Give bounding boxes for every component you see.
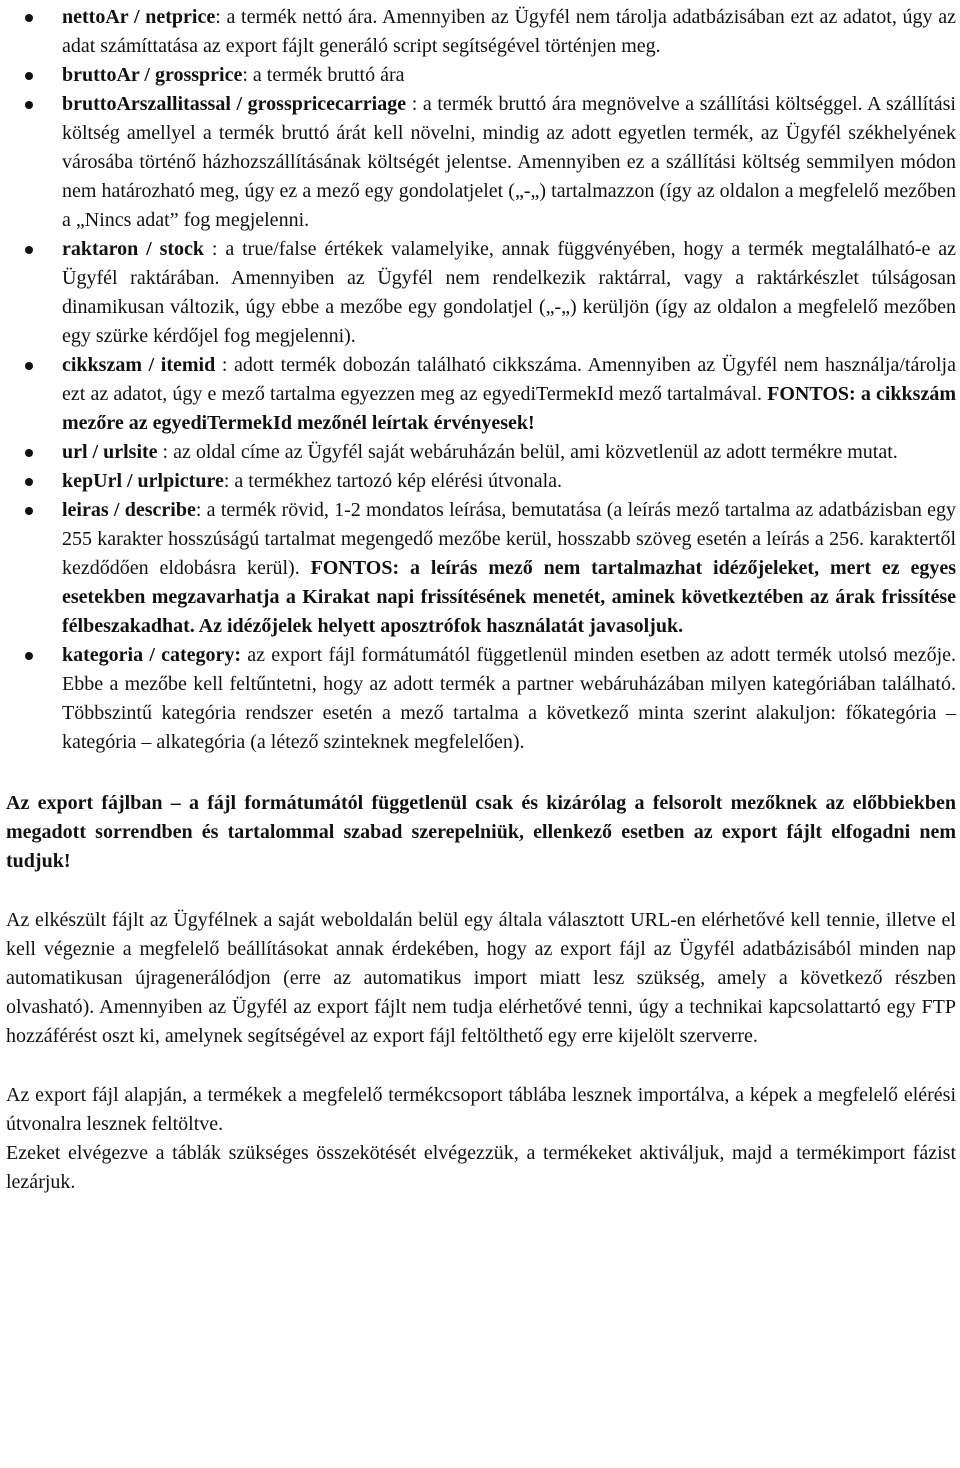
list-item (6, 641, 956, 757)
field-term: leiras / describe (62, 499, 196, 521)
list-item (6, 61, 956, 90)
field-description: : a termék rövid, 1-2 mondatos leírása, bemutatása (a leírás mező tartalma az adatbázisban egy 255 karakter hosszúságú tartalmat megengedő mezőbe kerül, hosszabb szöveg esetén a leírás a 256. karaktertől kezdődően eldobásra kerül). (62, 499, 956, 579)
field-description: : a termékhez tartozó kép elérési útvonala. (223, 470, 563, 492)
bullet-icon (25, 101, 33, 109)
field-description: : a termék bruttó ára megnövelve a szállítási költséggel. A szállítási költség amellyel a termék bruttó árát kell növelni, mindig az adott egyetlen termék, az Ügyfél székhelyének városába történő házhozszállításának költségét jelentse. Amennyiben ez a szállítási költség semmilyen módon nem határozható meg, úgy ez a mező egy gondolatjelet („-„) tartalmazzon (így az oldalon a megfelelő mezőben a „Nincs adat” fog megjelenni. (62, 93, 956, 231)
field-term: kepUrl / urlpicture (62, 470, 224, 492)
list-item (6, 496, 956, 641)
important-note: FONTOS: a cikkszám mezőre az egyediTermekId mezőnél leírtak érvényesek! (62, 383, 956, 434)
body-paragraph: Ezeket elvégezve a táblák szükséges összekötését elvégezzük, a termékeket aktiváljuk, majd a termékimport fázist lezárjuk. (6, 1142, 956, 1193)
list-item (6, 90, 956, 235)
bullet-icon (25, 652, 33, 660)
field-description: : a termék bruttó ára (242, 64, 405, 86)
bullet-icon (25, 449, 33, 457)
field-term: cikkszam / itemid (62, 354, 216, 376)
bullet-icon (25, 362, 33, 370)
field-term: nettoAr / netprice (62, 6, 216, 28)
body-paragraph: Az export fájl alapján, a termékek a megfelelő termékcsoport táblába lesznek importálva, a képek a megfelelő elérési útvonalra lesznek feltöltve. (6, 1084, 956, 1135)
list-item (6, 438, 956, 467)
important-note: FONTOS: a leírás mező nem tartalmazhat idézőjeleket, mert ez egyes esetekben megzavarhatja a Kirakat napi frissítésének menetét, aminek következtében az árak frissítése félbeszakadhat. Az idézőjelek helyett aposztrófok használatát javasoljuk. (62, 557, 957, 637)
document-page (6, 3, 956, 1197)
bullet-icon (25, 507, 33, 515)
field-term: bruttoArszallitassal / grosspricecarriage (62, 93, 407, 115)
field-description: : a termék nettó ára. Amennyiben az Ügyfél nem tárolja adatbázisában ezt az adatot, úgy az adat számíttatása az export fájlt generáló script segítségével történjen meg. (62, 6, 956, 57)
field-list (6, 3, 956, 757)
field-term: bruttoAr / grossprice (62, 64, 243, 86)
field-description: az export fájl formátumától függetlenül minden esetben az adott termék utolsó mezője. Ebbe a mezőbe kell feltűntetni, hogy az adott termék a partner webáruházában milyen kategóriában található. Többszintű kategória rendszer esetén a mező tartalma a következő minta szerint alakuljon: főkategória – kategória – alkategória (a létező szinteknek megfelelően). (62, 644, 956, 753)
bullet-icon (25, 478, 33, 486)
list-item (6, 467, 956, 496)
bullet-icon (25, 14, 33, 22)
field-term: url / urlsite (62, 441, 158, 463)
field-term: kategoria / category: (62, 644, 242, 666)
field-description: : az oldal címe az Ügyfél saját webáruházán belül, ami közvetlenül az adott termékre mutat. (157, 441, 898, 463)
list-item (6, 351, 956, 438)
list-item (6, 3, 956, 61)
bullet-icon (25, 246, 33, 254)
field-description: : a true/false értékek valamelyike, annak függvényében, hogy a termék megtalálható-e az Ügyfél raktárában. Amennyiben az Ügyfél nem rendelkezik raktárral, vagy a raktárkészlet túlságosan dinamikusan változik, úgy ebbe a mezőbe egy gondolatjel („-„) kerüljön (így az oldalon a megfelelő mezőben egy szürke kérdőjel fog megjelenni). (62, 238, 956, 347)
warning-paragraph: Az export fájlban – a fájl formátumától függetlenül csak és kizárólag a felsorolt mezőknek az előbbiekben megadott sorrendben és tartalommal szabad szerepelniük, ellenkező esetben az export fájlt elfogadni nem tudjuk! (6, 792, 956, 872)
list-item (6, 235, 956, 351)
body-paragraph: Az elkészült fájlt az Ügyfélnek a saját weboldalán belül egy általa választott URL-en elérhetővé kell tennie, illetve el kell végeznie a megfelelő beállításokat annak érdekében, hogy az export fájl az Ügyfél adatbázisából minden nap automatikusan újragenerálódjon (erre az automatikus import miatt lesz szükség, amely a következő részben olvasható). Amennyiben az Ügyfél az export fájlt nem tudja elérhetővé tenni, úgy a technikai kapcsolattartó egy FTP hozzáférést oszt ki, amelynek segítségével az export fájl feltölthető egy erre kijelölt szerverre. (6, 909, 956, 1047)
field-term: raktaron / stock (62, 238, 205, 260)
field-description: : adott termék dobozán található cikkszáma. Amennyiben az Ügyfél nem használja/tárolja ezt az adatot, úgy e mező tartalma egyezzen meg az egyediTermekId mező tartalmával. (62, 354, 956, 405)
bullet-icon (25, 72, 33, 80)
